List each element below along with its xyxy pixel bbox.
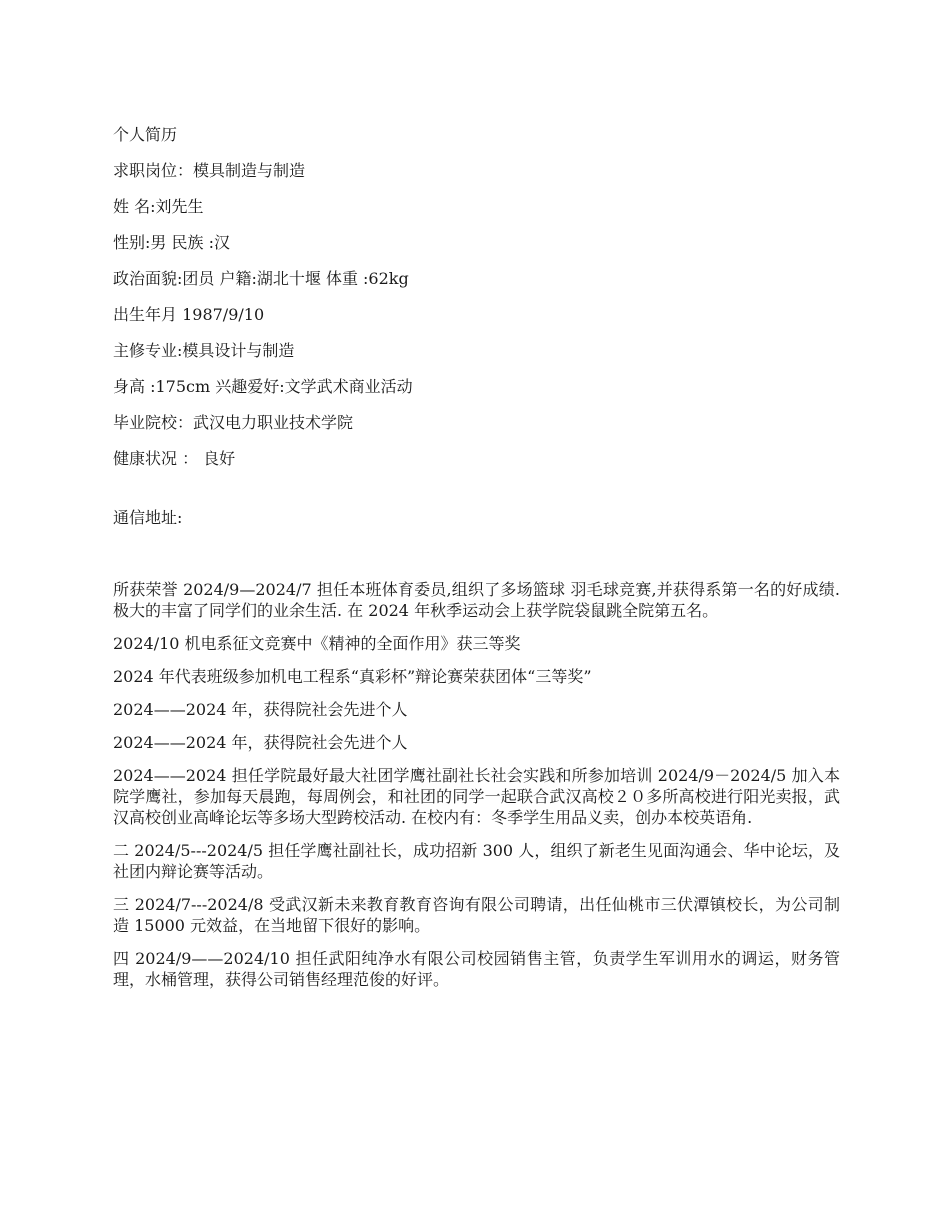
award-advanced-individual-2: 2024——2024 年，获得院社会先进个人 — [113, 733, 408, 752]
info-name: 姓 名:刘先生 — [113, 197, 204, 216]
award-advanced-individual-1: 2024——2024 年，获得院社会先进个人 — [113, 700, 408, 719]
info-gender-ethnicity: 性别:男 民族 :汉 — [113, 233, 230, 252]
info-school: 毕业院校：武汉电力职业技术学院 — [113, 413, 354, 432]
info-height-hobbies: 身高 :175cm 兴趣爱好:文学武术商业活动 — [113, 377, 413, 396]
experience-vice-president: 二 2024/5---2024/5 担任学鹰社副社长，成功招新 300 人，组织了新老生见面沟通会、华中论坛，及社团内辩论赛等活动。 — [113, 841, 840, 881]
address-label: 通信地址: — [113, 508, 183, 527]
experience-principal: 三 2024/7---2024/8 受武汉新未来教育教育咨询有限公司聘请，出任仙桃市三伏潭镇校长，为公司制造 15000 元效益，在当地留下很好的影响。 — [113, 895, 840, 935]
info-health: 健康状况 ： 良好 — [113, 449, 236, 468]
info-job-position: 求职岗位：模具制造与制造 — [113, 161, 306, 180]
info-political-hometown-weight: 政治面貌:团员 户籍:湖北十堰 体重 :62kg — [113, 269, 409, 288]
info-birth-date: 出生年月 1987/9/10 — [113, 305, 265, 324]
experience-sales-supervisor: 四 2024/9——2024/10 担任武阳纯净水有限公司校园销售主管，负责学生军训用水的调运，财务管理，水桶管理，获得公司销售经理范俊的好评。 — [113, 949, 840, 989]
award-debate: 2024 年代表班级参加机电工程系“真彩杯”辩论赛荣获团体“三等奖” — [113, 667, 592, 686]
honors-paragraph: 所获荣誉 2024/9—2024/7 担任本班体育委员,组织了多场篮球 羽毛球竞赛,并获得系第一名的好成绩. 极大的丰富了同学们的业余生活. 在 2024 年秋季运动会上获学院袋鼠跳全院第五名。 — [113, 580, 840, 620]
resume-document — [113, 124, 840, 1002]
resume-title: 个人简历 — [113, 125, 178, 144]
info-major: 主修专业:模具设计与制造 — [113, 341, 295, 360]
experience-club-practice: 2024——2024 担任学院最好最大社团学鹰社副社长社会实践和所参加培训 2024/9－2024/5 加入本院学鹰社，参加每天晨跑，每周例会，和社团的同学一起联合武汉高校２０多所高校进行阳光卖报，武汉高校创业高峰论坛等多场大型跨校活动. 在校内有：冬季学生用品义卖，创办本校英语角. — [113, 766, 840, 827]
award-essay-contest: 2024/10 机电系征文竞赛中《精神的全面作用》获三等奖 — [113, 634, 521, 653]
